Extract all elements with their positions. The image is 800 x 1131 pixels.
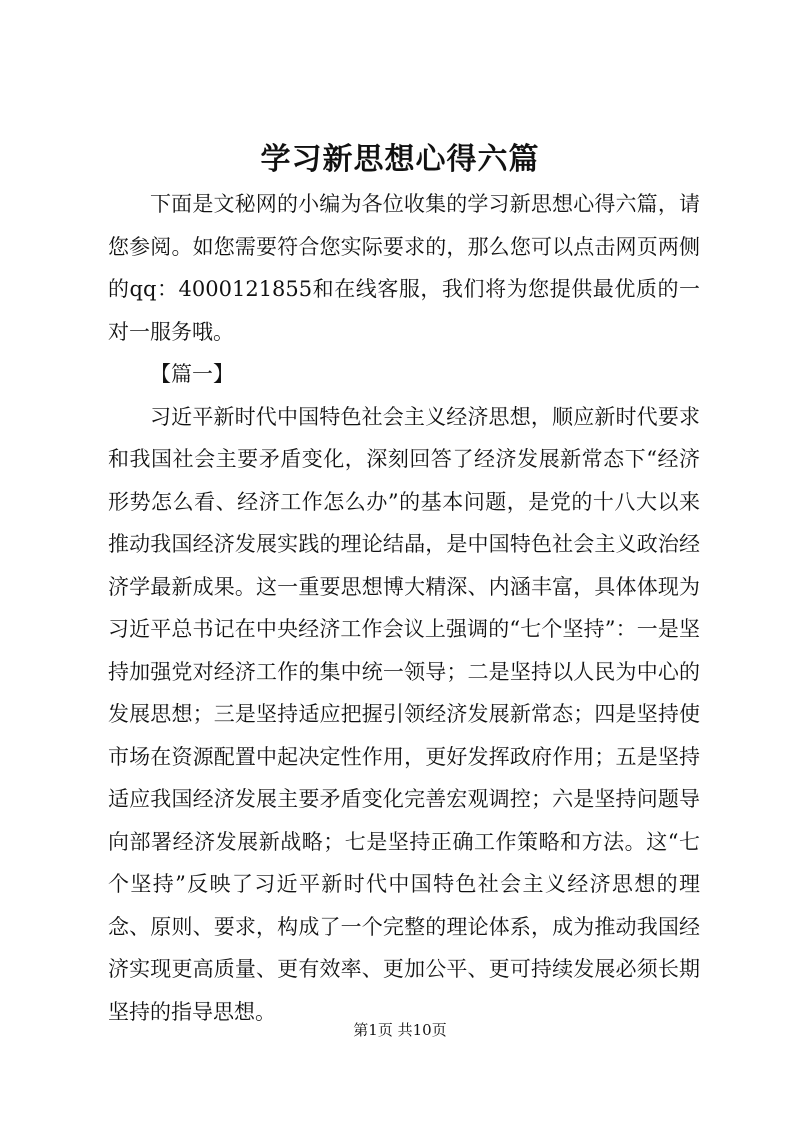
- section-heading: 【篇一】: [150, 362, 234, 386]
- intro-paragraph: 下面是文秘网的小编为各位收集的学习新思想心得六篇，请您参阅。如您需要符合您实际要求的，那么您可以点击网页两侧的qq：4000121855和在线客服，我们将为您提供最优质的一对一服务哦。: [108, 192, 700, 344]
- document-body: [108, 183, 700, 1033]
- document-title: 学习新思想心得六篇: [260, 142, 540, 177]
- page-number-footer: 第1页 共10页: [353, 1021, 447, 1039]
- body-paragraph: 习近平新时代中国特色社会主义经济思想，顺应新时代要求和我国社会主要矛盾变化，深刻回答了经济发展新常态下“经济形势怎么看、经济工作怎么办”的基本问题，是党的十八大以来推动我国经济发展实践的理论结晶，是中国特色社会主义政治经济学最新成果。这一重要思想博大精深、内涵丰富，具体体现为习近平总书记在中央经济工作会议上强调的“七个坚持”：一是坚持加强党对经济工作的集中统一领导；二是坚持以人民为中心的发展思想；三是坚持适应把握引领经济发展新常态；四是坚持使市场在资源配置中起决定性作用，更好发挥政府作用；五是坚持适应我国经济发展主要矛盾变化完善宏观调控；六是坚持问题导向部署经济发展新战略；七是坚持正确工作策略和方法。这“七个坚持”反映了习近平新时代中国特色社会主义经济思想的理念、原则、要求，构成了一个完整的理论体系，成为推动我国经济实现更高质量、更有效率、更加公平、更可持续发展必须长期坚持的指导思想。: [108, 404, 700, 1024]
